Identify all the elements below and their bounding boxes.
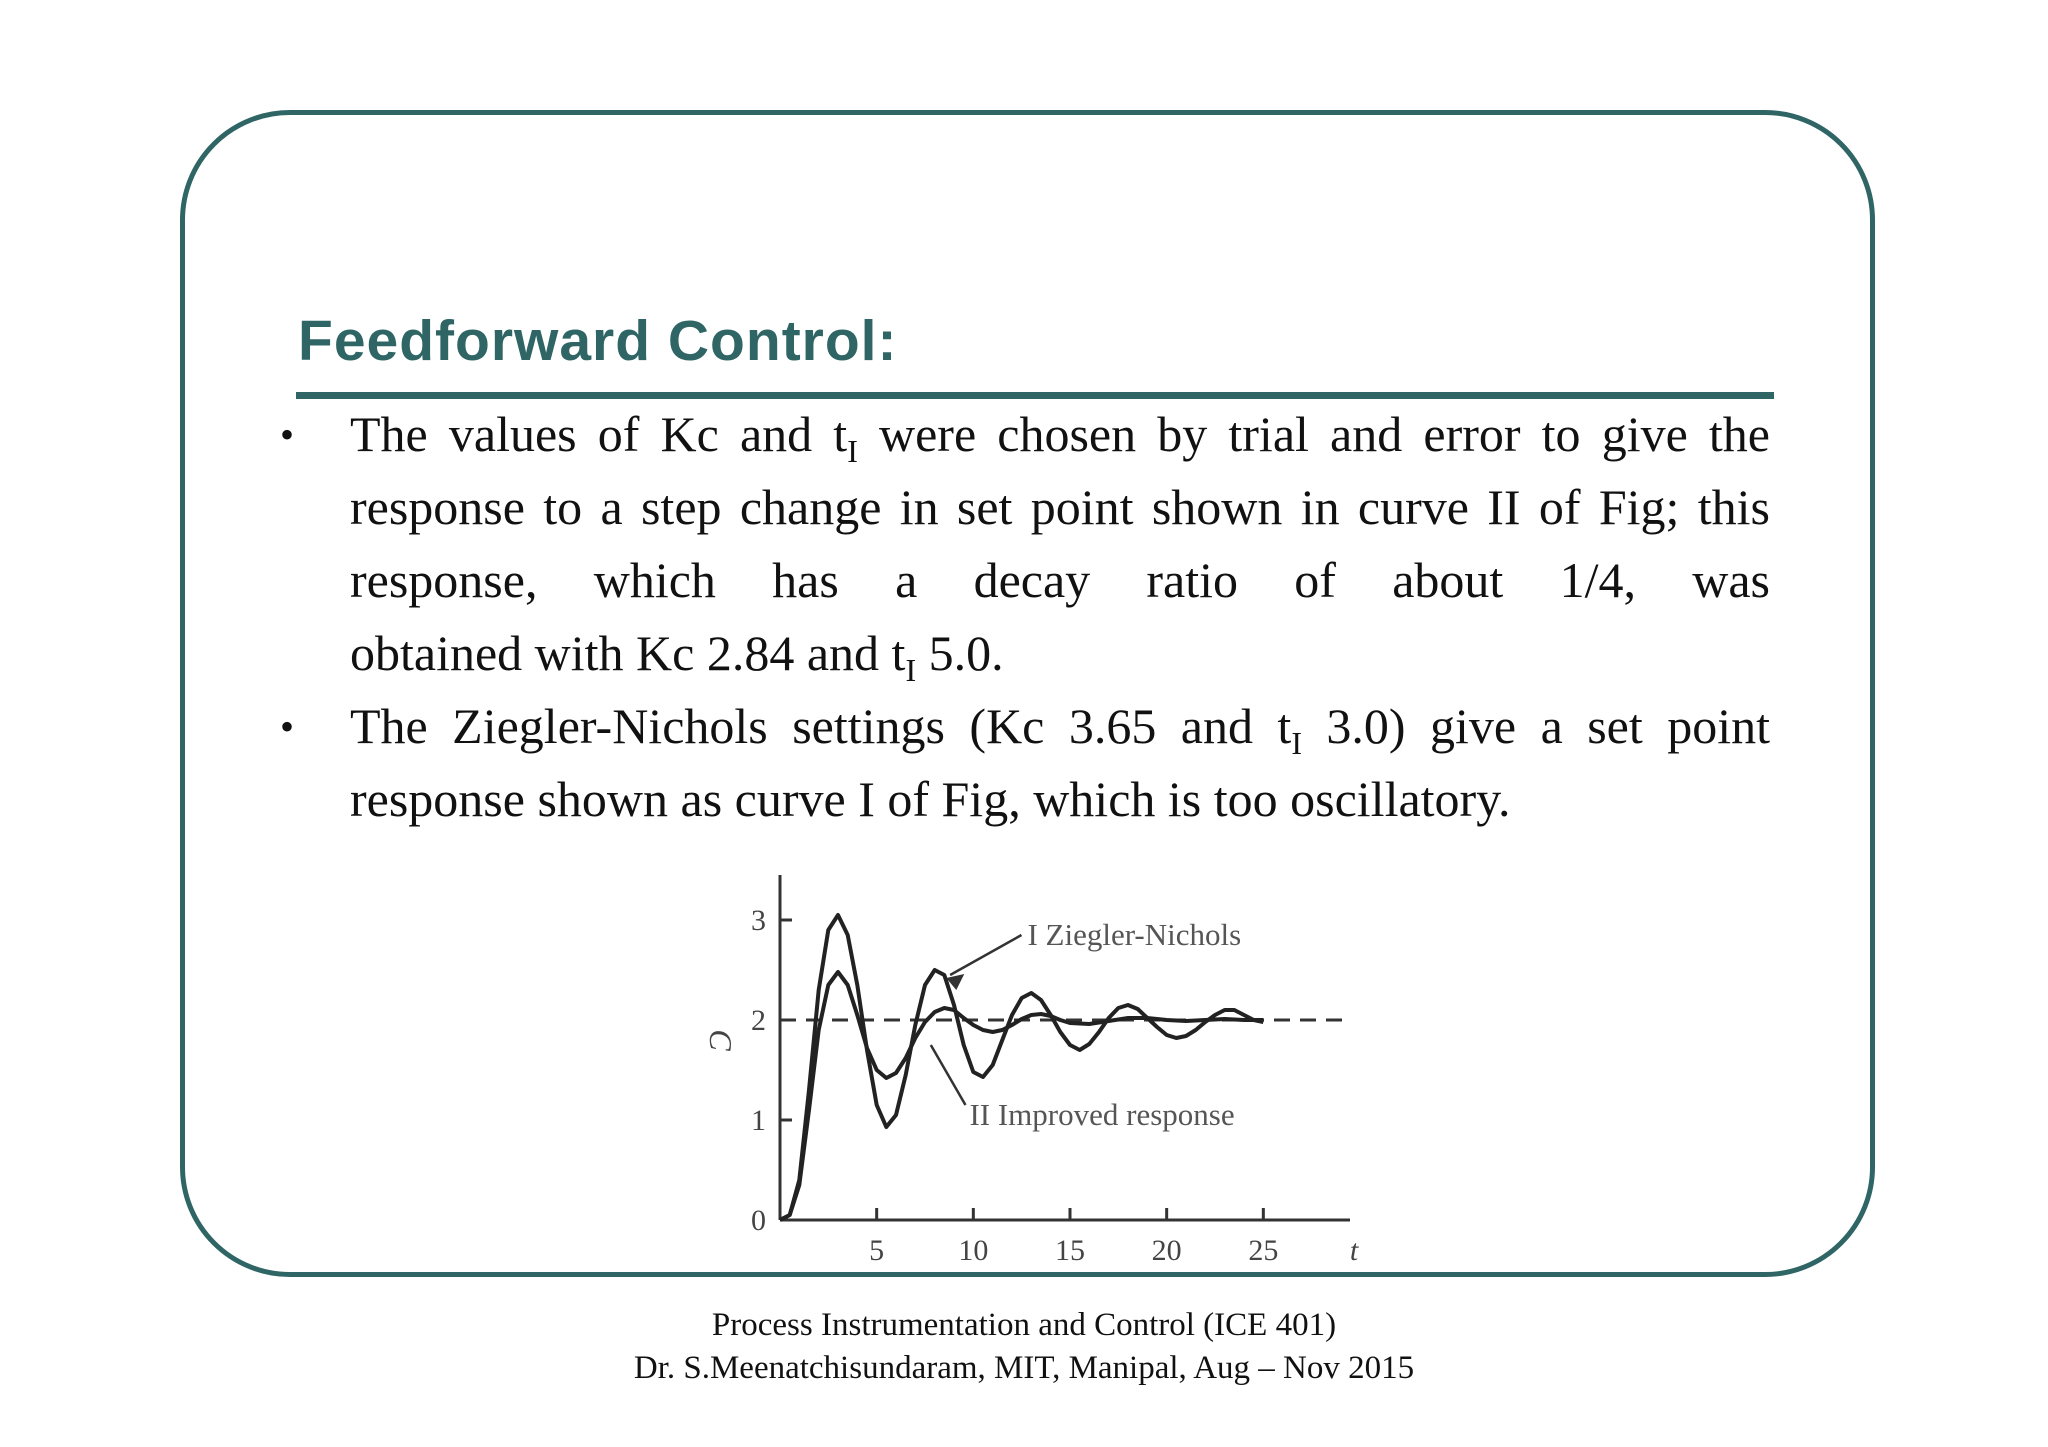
- y-axis-label: C: [703, 1029, 739, 1051]
- y-tick-label: 2: [751, 1004, 766, 1037]
- annotation-ziegler-nichols: I Ziegler-Nichols: [1027, 917, 1242, 952]
- x-tick-label: 20: [1151, 1234, 1182, 1267]
- y-tick-label: 1: [751, 1104, 766, 1137]
- bullet-text: The Ziegler-Nichols settings (Kc 3.65 and $t_I$ 3.0) give a set point response shown as curve I of Fig, which is too oscillatory.: [350, 698, 1770, 827]
- y-tick-label: 3: [751, 904, 766, 937]
- bullet-text-last-line: obtained with Kc 2.84 and $t_I$ 5.0.: [350, 625, 1004, 688]
- response-chart: [680, 860, 1370, 1280]
- series-line-1: [780, 915, 1263, 1220]
- bullet-dot: •: [280, 704, 295, 749]
- bullet-item: [280, 690, 1770, 836]
- bullet-item: [280, 398, 1770, 690]
- bullet-text: The values of Kc and $t_I$ were chosen by trial and error to give the response to a step change in set point shown in curve II of Fig; this response, which has a decay ratio of about 1/4, was: [350, 406, 1770, 608]
- y-tick-label: 0: [751, 1204, 766, 1237]
- annotation-arrow: [950, 935, 1021, 975]
- bullet-list: [280, 398, 1770, 836]
- bullet-dot: •: [280, 412, 295, 457]
- x-tick-label: 10: [958, 1234, 989, 1267]
- slide-title: Feedforward Control:: [298, 309, 898, 373]
- x-tick-label: 15: [1055, 1234, 1085, 1267]
- annotation-pointer: [931, 1045, 966, 1105]
- annotation-improved-response: II Improved response: [969, 1097, 1235, 1132]
- x-axis-label: t: [1349, 1234, 1359, 1267]
- x-tick-label: 25: [1248, 1234, 1279, 1267]
- series-line-2: [780, 972, 1263, 1220]
- x-tick-label: 5: [869, 1234, 885, 1267]
- footer-author: Dr. S.Meenatchisundaram, MIT, Manipal, Aug – Nov 2015: [633, 1350, 1415, 1386]
- footer-course: Process Instrumentation and Control (ICE 401): [711, 1307, 1337, 1343]
